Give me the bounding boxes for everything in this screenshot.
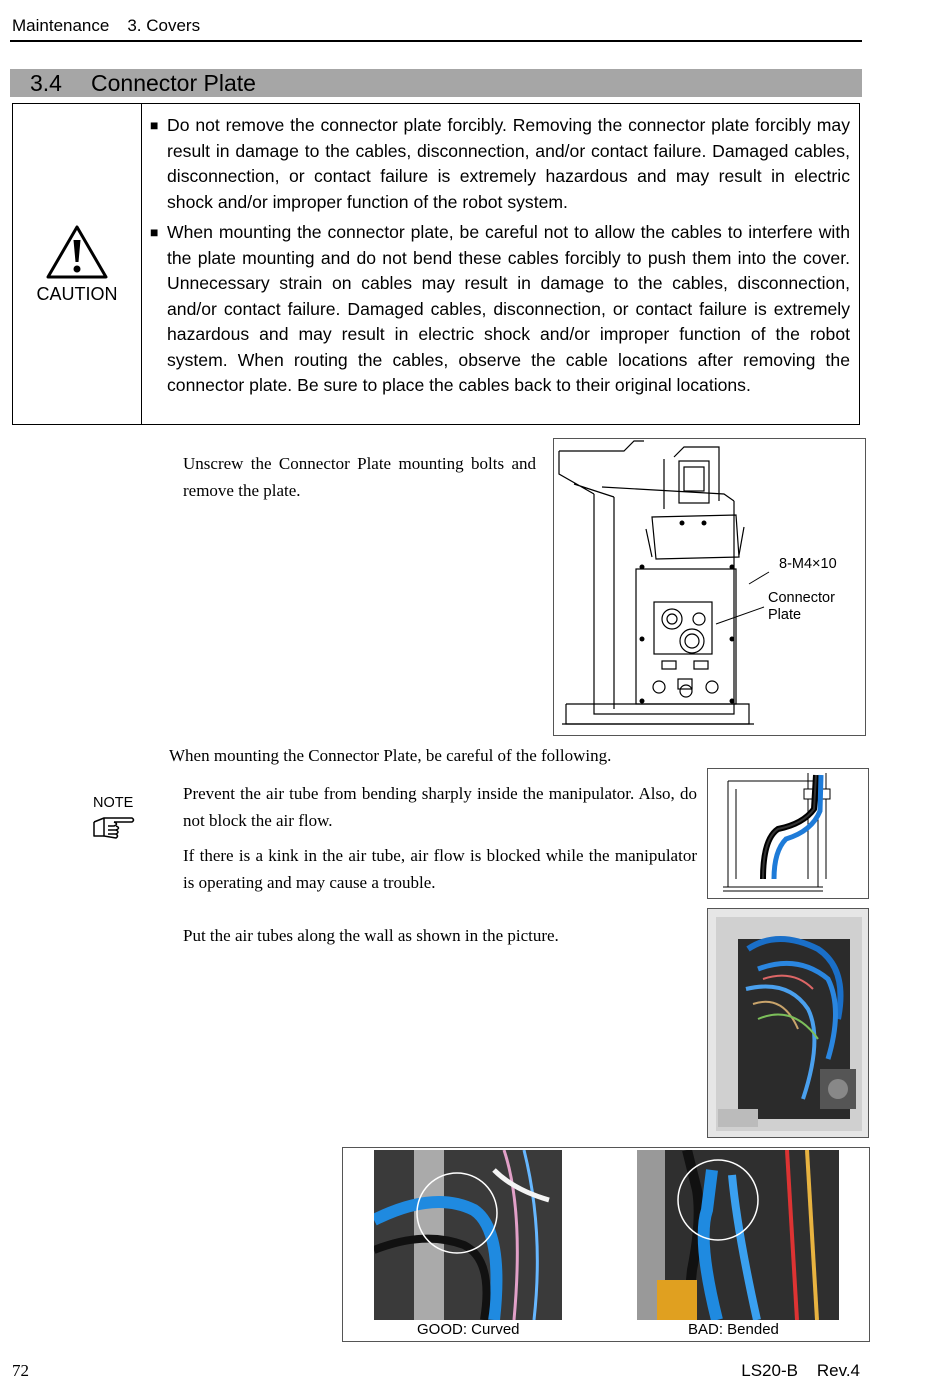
bullet-square-icon: ■ [150, 117, 159, 133]
air-tube-figure [707, 768, 869, 899]
note-label: NOTE [93, 795, 134, 811]
header-section: Maintenance [12, 16, 110, 35]
good-caption: GOOD: Curved [417, 1321, 520, 1338]
section-title: Connector Plate [91, 70, 256, 96]
pointing-hand-icon [92, 814, 136, 842]
running-header [12, 16, 200, 36]
bad-bended-photo [637, 1150, 839, 1320]
header-rule [10, 40, 862, 42]
callout-line: Connector [768, 590, 835, 606]
note-paragraph-1: Prevent the air tube from bending sharply inside the manipulator. Also, do not block the air flow. [183, 784, 697, 830]
air-tube-drawing [708, 769, 869, 899]
note-paragraph-3: Put the air tubes along the wall as shown in the picture. [183, 926, 559, 945]
caution-bullet-1 [150, 113, 850, 215]
page-number: 72 [12, 1361, 29, 1380]
connector-plate-figure [553, 438, 866, 736]
header-chapter: 3. Covers [127, 16, 201, 35]
callout-line: Plate [768, 607, 802, 623]
connector-plate-drawing [554, 439, 866, 736]
bad-caption: BAD: Bended [688, 1321, 779, 1338]
caution-box [12, 103, 860, 425]
bolt-callout: 8-M4×10 [779, 556, 837, 572]
document-id: LS20-B Rev.4 [741, 1361, 860, 1380]
warning-triangle-icon [45, 224, 109, 280]
caution-bullet-text: Do not remove the connector plate forcibly. Removing the connector plate forcibly may result in damage to the cables, disconnection, and/or contact failure. Damaged cables, disconnection, or contact failure is extremely hazardous and may result in electric shock and/or improper function of the robot system. [167, 115, 850, 212]
section-number: 3.4 [30, 70, 62, 96]
air-tube-wall-photo [707, 908, 869, 1138]
bullet-square-icon: ■ [150, 224, 159, 240]
section-title-bar [10, 69, 862, 97]
good-curved-photo [374, 1150, 562, 1320]
mounting-intro: When mounting the Connector Plate, be careful of the following. [169, 746, 612, 765]
caution-divider [141, 104, 142, 424]
step-instruction: Unscrew the Connector Plate mounting bolts and remove the plate. [183, 454, 536, 500]
good-bad-comparison [342, 1147, 870, 1342]
caution-label: CAUTION [36, 284, 118, 304]
caution-bullet-2 [150, 220, 850, 399]
connector-plate-callout [768, 590, 835, 624]
note-paragraph-2: If there is a kink in the air tube, air flow is blocked while the manipulator is operating and may cause a trouble. [183, 846, 697, 892]
wall-photo-illustration [708, 909, 869, 1138]
caution-bullet-text: When mounting the connector plate, be careful not to allow the cables to interfere with the plate mounting and do not bend these cables forcibly to push them into the cover. Unnecessary strain on cables may result in damage to the cables, disconnection, and/or contact failure. Damaged cables, disconnection, or contact failure is extremely hazardous and may result in electric shock and/or improper function of the robot system. When routing the cables, observe the cable locations after removing the connector plate. Be sure to place the cables back to their original locations. [167, 222, 850, 395]
